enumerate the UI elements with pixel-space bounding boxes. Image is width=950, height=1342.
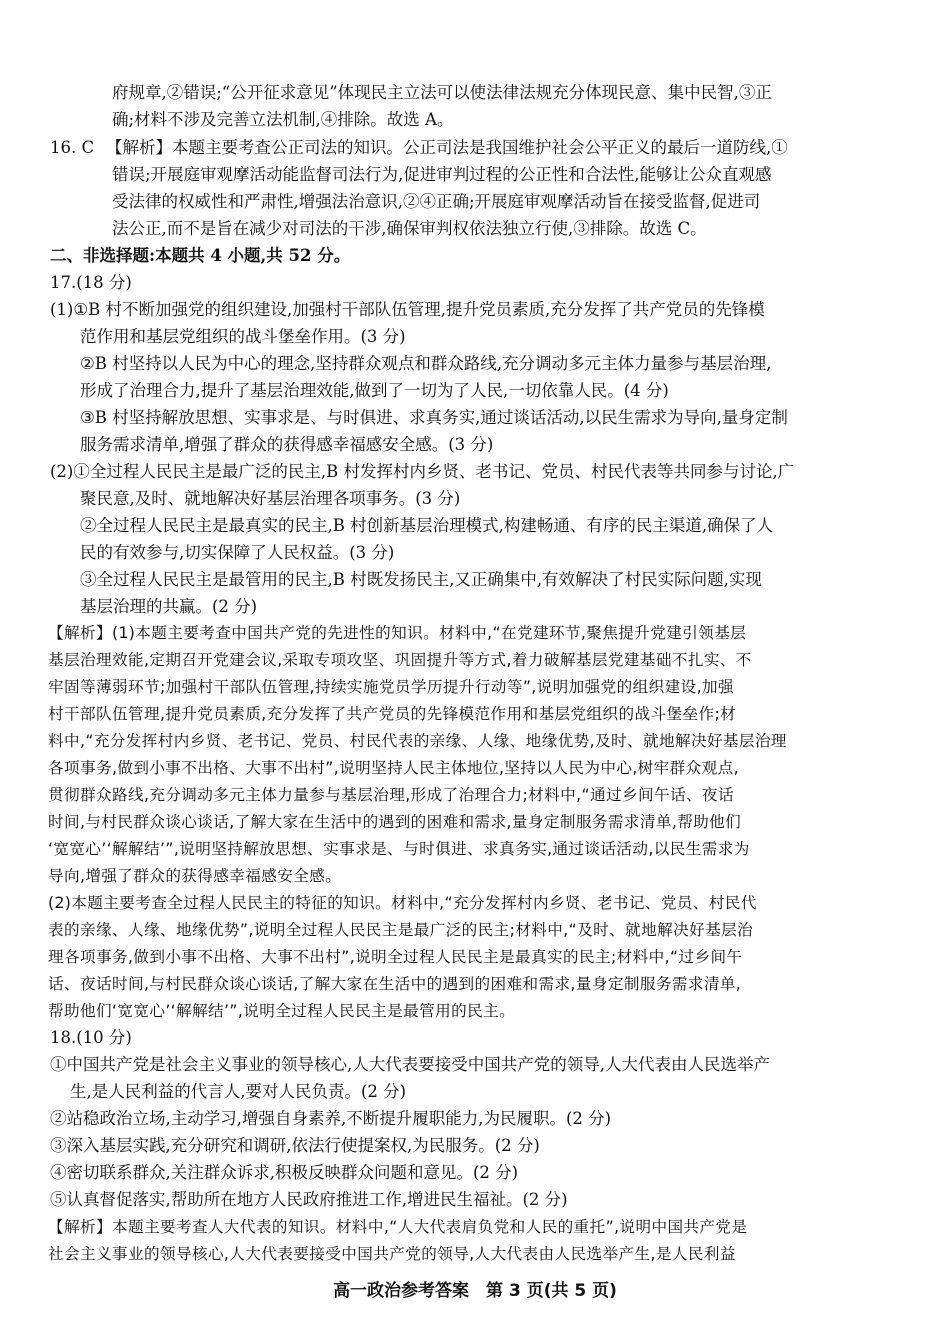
text-line: (2)本题主要考查全过程人民民主的特征的知识。材料中,“充分发挥村内乡贤、老书记、党员、村民代 [48,894,757,912]
text-line: 帮助他们‘宽宽心’‘解解结’”,说明全过程人民民主是最管用的民主。 [48,1002,516,1020]
page-footer: 高一政治参考答案 第 3 页(共 5 页) [333,1281,617,1301]
text-line: 料中,“充分发挥村内乡贤、老书记、党员、村民代表的亲缘、人缘、地缘优势,及时、就地解决好基层治理 [48,732,787,750]
text-line: 贯彻群众路线,充分调动多元主体力量参与基层治理,形成了治理合力;材料中,“通过乡间午话、夜话 [48,786,734,804]
text-line: ③深入基层实践,充分研究和调研,依法行使提案权,为民服务。(2 分) [50,1136,540,1155]
text-line: ⑤认真督促落实,帮助所在地方人民政府推进工作,增进民生福祉。(2 分) [50,1190,568,1209]
text-line: 社会主义事业的领导核心,人大代表要接受中国共产党的领导,人大代表由人民选举产生,是人民利益 [48,1245,736,1263]
text-line: ④密切联系群众,关注群众诉求,积极反映群众问题和意见。(2 分) [50,1163,519,1182]
question-header: 17.(18 分) [50,273,132,292]
text-line: 导向,增强了群众的获得感幸福感安全感。 [48,867,342,885]
text-line: 基层治理的共赢。(2 分) [80,597,258,616]
text-line: 【解析】本题主要考查人大代表的知识。材料中,“人大代表肩负党和人民的重托”,说明中国共产党是 [48,1218,748,1236]
text-line: ‘宽宽心’‘解解结’”,说明坚持解放思想、实事求是、与时俱进、求真务实,通过谈话活动,以民生需求为 [48,840,750,858]
text-line: 确;材料不涉及完善立法机制,④排除。故选 A。 [112,110,454,129]
text-line: (1)①B 村不断加强党的组织建设,加强村干部队伍管理,提升党员素质,充分发挥了共产党员的先锋模 [50,300,765,319]
text-line: 理各项事务,做到小事不出格、大事不出村”,说明全过程人民民主是最真实的民主;材料中,“过乡间午 [48,948,743,966]
text-line: ③B 村坚持解放思想、实事求是、与时俱进、求真务实,通过谈话活动,以民生需求为导向,量身定制 [80,408,788,427]
text-line: 服务需求清单,增强了群众的获得感幸福感安全感。(3 分) [80,435,494,454]
text-line: 聚民意,及时、就地解决好基层治理各项事务。(3 分) [80,489,461,508]
text-line: ③全过程人民民主是最管用的民主,B 村既发扬民主,又正确集中,有效解决了村民实际问题,实现 [80,570,762,589]
text-line: 各项事务,做到小事不出格、大事不出村”,说明坚持人民主体地位,坚持以人民为中心,树牢群众观点, [48,759,740,777]
text-line: 村干部队伍管理,提升党员素质,充分发挥了共产党员的先锋模范作用和基层党组织的战斗堡垒作;材 [48,705,737,723]
text-line: 牢固等薄弱环节;加强村干部队伍管理,持续实施党员学历提升行动等”,说明加强党的组织建设,加强 [48,678,734,696]
section-title: 二、非选择题:本题共 4 小题,共 52 分。 [50,246,351,265]
text-line: 错误;开展庭审观摩活动能监督司法行为,促进审判过程的公正性和合法性,能够让公众直观感 [112,165,772,184]
text-line: 府规章,②错误;“公开征求意见”体现民主立法可以使法律法规充分体现民意、集中民智,③正 [112,83,772,102]
text-line: 【解析】(1)本题主要考查中国共产党的先进性的知识。材料中,“在党建环节,聚焦提升党建引领基层 [48,624,747,642]
text-line: (2)①全过程人民民主是最广泛的民主,B 村发挥村内乡贤、老书记、党员、村民代表等共同参与讨论,广 [50,462,795,481]
text-line: ②B 村坚持以人民为中心的理念,坚持群众观点和群众路线,充分调动多元主体力量参与基层治理, [80,354,772,373]
question-number: 16. C [50,138,95,157]
text-line: ②站稳政治立场,主动学习,增强自身素养,不断提升履职能力,为民履职。(2 分) [50,1109,612,1128]
text-line: 表的亲缘、人缘、地缘优势”,说明全过程人民民主是最广泛的民主;材料中,“及时、就地解决好基层治 [48,921,754,939]
text-line: ①中国共产党是社会主义事业的领导核心,人大代表要接受中国共产党的领导,人大代表由人民选举产 [50,1055,770,1074]
text-line: 【解析】本题主要考查公正司法的知识。公正司法是我国维护社会公平正义的最后一道防线,① [106,138,788,157]
text-line: 话、夜话时间,与村民群众谈心谈话,了解大家在生活中的遇到的困难和需求,量身定制服务需求清单, [48,975,742,993]
text-line: 基层治理效能,定期召开党建会议,采取专项攻坚、巩固提升等方式,着力破解基层党建基础不扎实、不 [48,651,752,669]
text-line: ②全过程人民民主是最真实的民主,B 村创新基层治理模式,构建畅通、有序的民主渠道,确保了人 [80,516,774,535]
text-line: 形成了治理合力,提升了基层治理效能,做到了一切为了人民,一切依靠人民。(4 分) [80,381,669,400]
text-line: 范作用和基层党组织的战斗堡垒作用。(3 分) [80,327,406,346]
text-line: 时间,与村民群众谈心谈话,了解大家在生活中的遇到的困难和需求,量身定制服务需求清单,帮助他们 [48,813,742,831]
question-header: 18.(10 分) [50,1028,132,1047]
text-line: 受法律的权威性和严肃性,增强法治意识,②④正确;开展庭审观摩活动旨在接受监督,促进司 [112,192,761,211]
text-line: 法公正,而不是旨在减少对司法的干涉,确保审判权依法独立行使,③排除。故选 C。 [112,219,707,238]
text-line: 民的有效参与,切实保障了人民权益。(3 分) [80,543,395,562]
text-line: 生,是人民利益的代言人,要对人民负责。(2 分) [70,1082,407,1101]
